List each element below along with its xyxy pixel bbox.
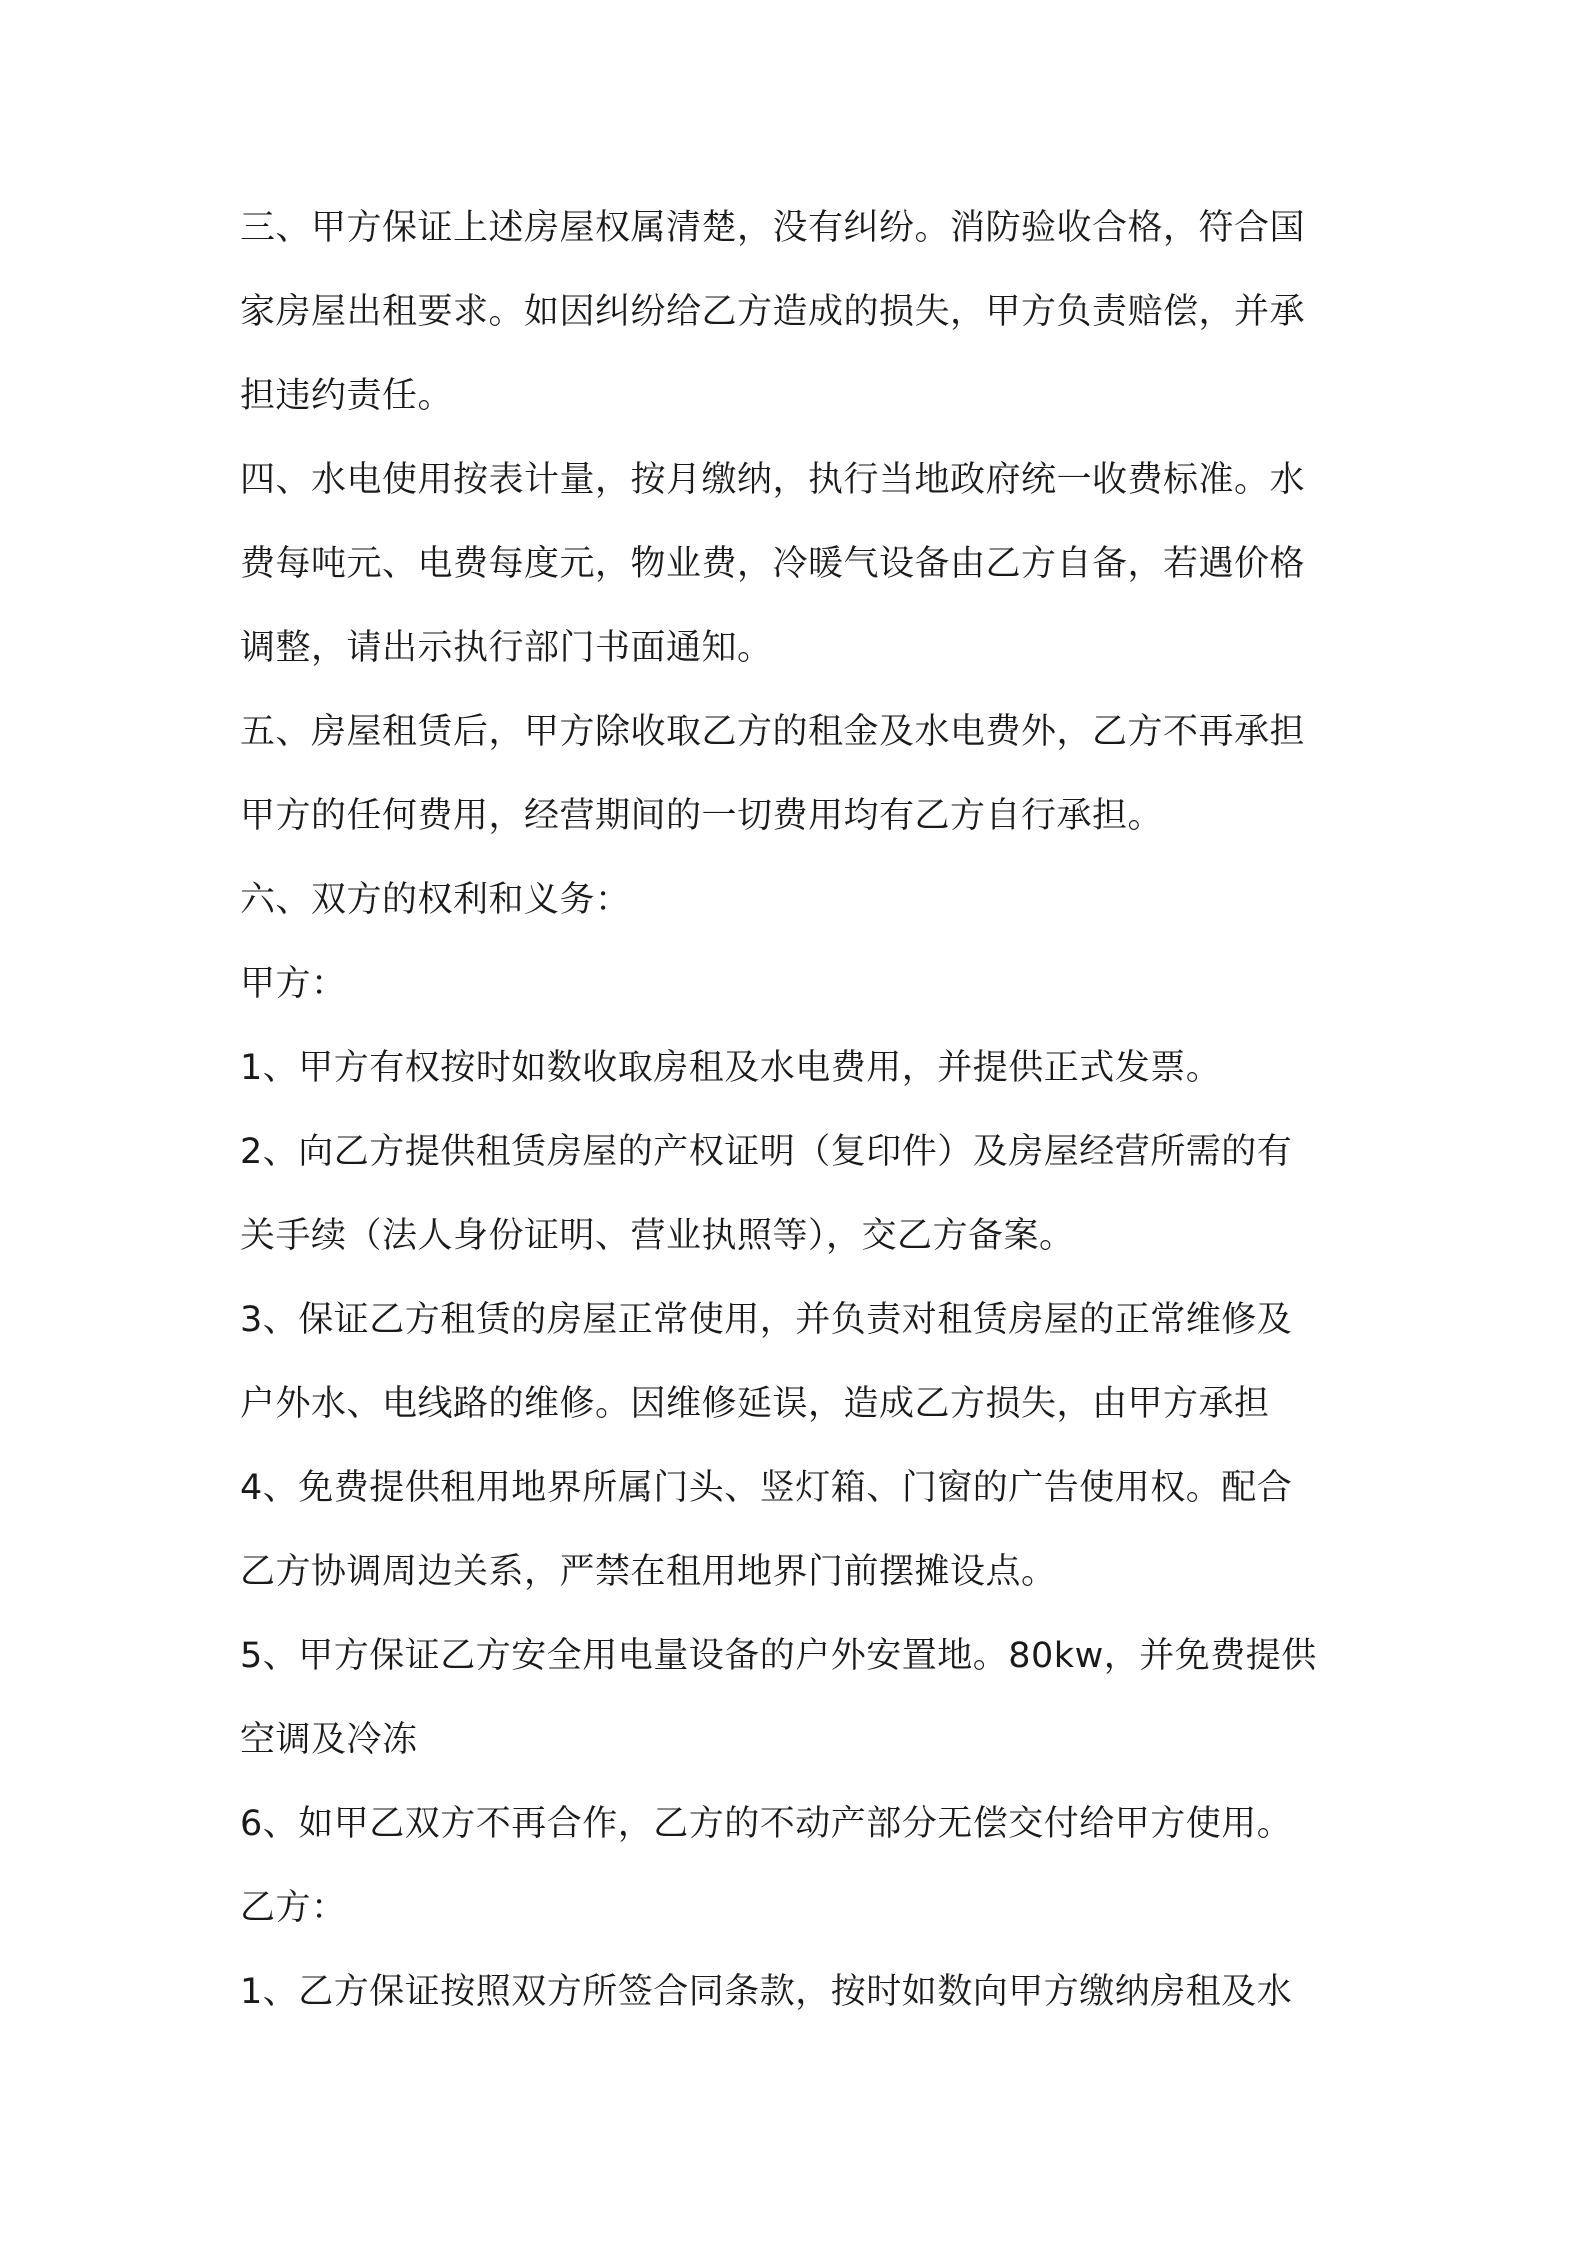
text-line-5: 费每吨元、电费每度元，物业费，冷暖气设备由乙方自备，若遇价格 [240,544,1306,584]
text-line-9: 六、双方的权利和义务： [240,880,631,920]
text-line-14: 3、保证乙方租赁的房屋正常使用，并负责对租赁房屋的正常维修及 [240,1300,1293,1340]
text-line-17: 乙方协调周边关系，严禁在租用地界门前摆摊设点。 [240,1552,1057,1592]
text-line-21: 乙方： [240,1888,347,1928]
text-line-22: 1、乙方保证按照双方所签合同条款，按时如数向甲方缴纳房租及水 [240,1972,1293,2012]
text-line-10: 甲方： [240,964,347,1004]
text-line-2: 家房屋出租要求。如因纠纷给乙方造成的损失，甲方负责赔偿，并承 [240,292,1306,332]
text-line-8: 甲方的任何费用，经营期间的一切费用均有乙方自行承担。 [240,796,1164,836]
text-line-20: 6、如甲乙双方不再合作，乙方的不动产部分无偿交付给甲方使用。 [240,1804,1293,1844]
text-line-3: 担违约责任。 [240,376,454,416]
text-line-6: 调整，请出示执行部门书面通知。 [240,628,773,668]
text-line-19: 空调及冷冻 [240,1720,418,1760]
text-line-4: 四、水电使用按表计量，按月缴纳，执行当地政府统一收费标准。水 [240,460,1306,500]
text-line-13: 关手续（法人身份证明、营业执照等），交乙方备案。 [240,1216,1075,1256]
text-line-16: 4、免费提供租用地界所属门头、竖灯箱、门窗的广告使用权。配合 [240,1468,1293,1508]
text-line-12: 2、向乙方提供租赁房屋的产权证明（复印件）及房屋经营所需的有 [240,1132,1293,1172]
text-line-7: 五、房屋租赁后，甲方除收取乙方的租金及水电费外，乙方不再承担 [240,712,1306,752]
text-line-15: 户外水、电线路的维修。因维修延误，造成乙方损失，由甲方承担 [240,1384,1270,1424]
text-line-11: 1、甲方有权按时如数收取房租及水电费用，并提供正式发票。 [240,1048,1222,1088]
text-line-1: 三、甲方保证上述房屋权属清楚，没有纠纷。消防验收合格，符合国 [240,208,1306,248]
text-line-18: 5、甲方保证乙方安全用电量设备的户外安置地。80kw，并免费提供 [240,1636,1317,1676]
